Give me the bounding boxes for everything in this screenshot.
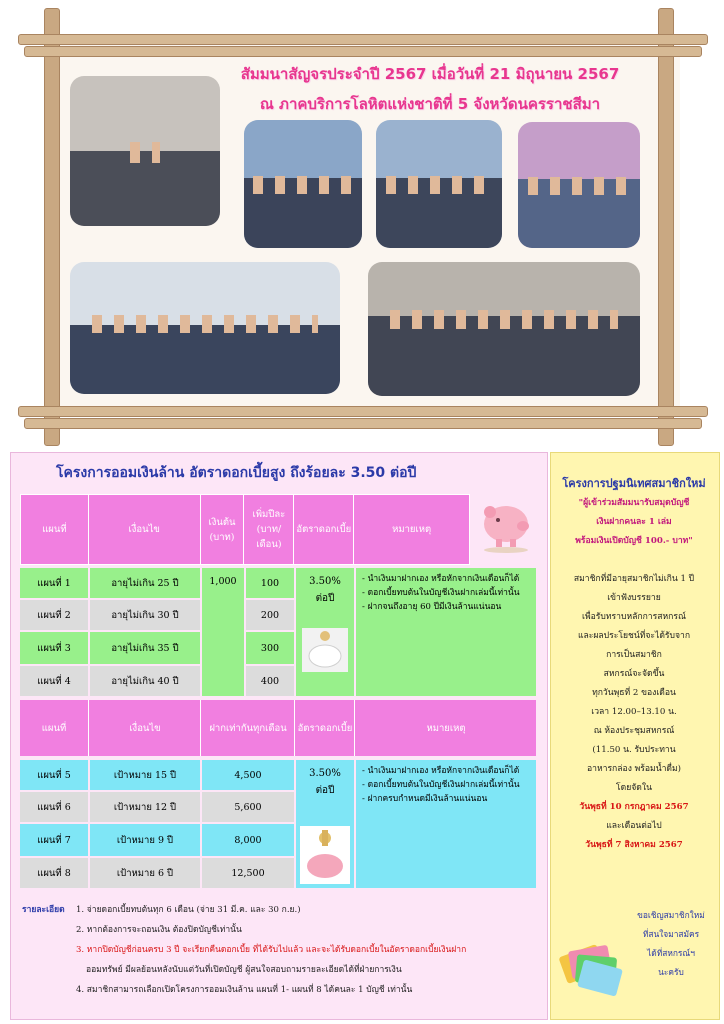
invite-line: ที่สนใจมาสมัคร [642,929,700,939]
header-rate: อัตราดอกเบี้ย [296,700,355,756]
body-line: สหกรณ์จะจัดขึ้น [603,669,665,679]
principal-cell: 1,000 [202,568,244,696]
invite-line: ขอเชิญสมาชิกใหม่ [637,910,705,920]
frame-post-right [658,8,674,446]
header-remark: หมายเหตุ [426,722,466,734]
rate-unit: ต่อปี [315,785,335,796]
details-item: 1. จ่ายดอกเบี้ยทบต้นทุก 6 เดือน (จ่าย 31 มี.ค. และ 30 ก.ย.) [76,905,301,915]
table-row-plan: แผนที่ 4 [20,666,88,696]
body-line: สมาชิกที่มีอายุสมาชิกไม่เกิน 1 ปี [573,574,695,584]
header-condition: เงื่อนไข [90,700,201,756]
body-line: (11.50 น. รับประทาน [592,745,676,755]
table-row-increase: 400 [246,666,294,696]
table-row-plan: แผนที่ 7 [20,824,88,856]
table-row-plan: แผนที่ 1 [20,568,88,598]
orientation-invite [624,906,718,982]
header-monthly: ฝากเท่ากันทุกเดือน [202,700,295,756]
header-principal: เงินต้น (บาท) [200,495,244,565]
savings-project-title: โครงการออมเงินล้าน อัตราดอกเบี้ยสูง ถึงร้อยละ 3.50 ต่อปี [56,465,417,481]
body-line: เพื่อรับทราบหลักการสหกรณ์ [582,612,686,622]
rate-value: 3.50% [309,768,341,779]
orientation-date-2: วันพุธที่ 7 สิงหาคม 2567 [585,840,683,850]
frame-rail-bottom-2 [24,418,702,429]
table-row-plan: แผนที่ 8 [20,858,88,888]
orientation-and-next: และเดือนต่อไป [606,821,662,831]
orientation-body [552,570,716,855]
body-line: เข้าฟังบรรยาย [607,593,661,603]
invite-line: นะครับ [658,967,684,977]
details-item: 2. หากต้องการจะถอนเงิน ต้องปิดบัญชีเท่านั้น [76,925,242,935]
table-1-body [20,568,536,698]
table-row-plan: แผนที่ 5 [20,760,88,790]
orientation-gift [552,494,716,551]
details-item: 4. สมาชิกสามารถเลือกเปิดโครงการออมเงินล้าน แผนที่ 1- แผนที่ 8 ได้คนละ 1 บัญชี เท่านั้น [76,985,413,995]
remark-cell [356,568,536,696]
gift-line: เงินฝากคนละ 1 เล่ม [596,517,672,527]
frame-rail-top-1 [18,34,708,45]
rate-cell [296,760,354,888]
pink-piggy-icon [300,826,350,884]
remark-line: - ฝากจนถึงอายุ 60 ปีมีเงินล้านแน่นอน [362,602,502,612]
table-row-amount: 5,600 [202,792,294,822]
bank-books-icon [556,930,628,1002]
orientation-title: โครงการปฐมนิเทศสมาชิกใหม่ [562,477,706,490]
savings-table-1 [20,494,470,565]
invite-line: ได้ที่สหกรณ์ฯ [647,948,695,958]
table-row-amount: 4,500 [202,760,294,790]
photo-award-1 [244,120,362,248]
table-row-condition: อายุไม่เกิน 25 ปี [90,568,200,598]
body-line: ณ ห้องประชุมสหกรณ์ [593,726,675,736]
piggy-bank-icon [478,494,534,554]
table-row-condition: เป้าหมาย 9 ปี [90,824,200,856]
table-row-condition: อายุไม่เกิน 35 ปี [90,632,200,664]
body-line: และผลประโยชน์ที่จะได้รับจาก [577,631,691,641]
remark-line: - นำเงินมาฝากเอง หรือหักจากเงินเดือนก็ได้ [362,766,520,776]
frame-post-left [44,8,60,446]
remark-line: - ดอกเบี้ยทบต้นในบัญชีเงินฝากเล่มนี้เท่านั้น [362,588,520,598]
header-rate: อัตราดอกเบี้ย [294,495,354,565]
photo-group-meeting [368,262,640,396]
orientation-date-1: วันพุธที่ 10 กรกฎาคม 2567 [579,802,689,812]
rate-value: 3.50% [309,576,341,587]
rate-cell [296,568,354,696]
details-item: 3. หากปิดบัญชีก่อนครบ 3 ปี จะเรียกคืนดอกเบี้ย ที่ได้รับไปแล้ว และจะได้รับดอกเบี้ยในอัตราดอกเบี้ยเงินฝาก [76,945,467,955]
body-line: การเป็นสมาชิก [606,650,662,660]
header-plan: แผนที่ [20,700,89,756]
frame-rail-top-2 [24,46,702,57]
remark-cell [356,760,536,888]
photo-speaker [70,76,220,226]
table-row-amount: 12,500 [202,858,294,888]
details-section [22,900,542,1000]
table-row-increase: 100 [246,568,294,598]
seminar-title: สัมมนาสัญจรประจำปี 2567 เมื่อวันที่ 21 มิถุนายน 2567 [240,65,620,83]
table-1-header [21,495,470,565]
table-row-condition: อายุไม่เกิน 40 ปี [90,666,200,696]
table-row-plan: แผนที่ 6 [20,792,88,822]
rate-unit: ต่อปี [315,593,335,604]
details-label: รายละเอียด [22,905,65,915]
table-row-condition: เป้าหมาย 15 ปี [90,760,200,790]
table-2-body [20,760,536,890]
table-row-increase: 300 [246,632,294,664]
details-item: ออมทรัพย์ มีผลย้อนหลังนับแต่วันที่เปิดบัญชี ผู้สนใจสอบถามรายละเอียดได้ที่ฝ่ายการเงิน [86,965,402,975]
remark-line: - นำเงินมาฝากเอง หรือหักจากเงินเดือนก็ได้ [362,574,520,584]
table-row-amount: 8,000 [202,824,294,856]
table-row-condition: อายุไม่เกิน 30 ปี [90,600,200,630]
header-remark: หมายเหตุ [354,495,470,565]
table-row-plan: แผนที่ 2 [20,600,88,630]
table-row-condition: เป้าหมาย 12 ปี [90,792,200,822]
table-row-increase: 200 [246,600,294,630]
table-2-header [20,700,536,756]
frame-rail-bottom-1 [18,406,708,417]
table-row-condition: เป้าหมาย 6 ปี [90,858,200,888]
table-row-plan: แผนที่ 3 [20,632,88,664]
remark-line: - ฝากครบกำหนดมีเงินล้านแน่นอน [362,794,488,804]
remark-line: - ดอกเบี้ยทบต้นในบัญชีเงินฝากเล่มนี้เท่านั้น [362,780,520,790]
seminar-location: ณ ภาคบริการโลหิตแห่งชาติที่ 5 จังหวัดนครราชสีมา [259,95,601,113]
header-increase: เพิ่มปีละ (บาท/เดือน) [244,495,294,565]
coin-piggy-icon [302,628,348,672]
body-line: โดยจัดใน [616,783,652,793]
body-line: อาหารกล่อง พร้อมน้ำดื่ม) [586,764,682,774]
photo-award-2 [376,120,502,248]
gift-line: พร้อมเงินเปิดบัญชี 100.- บาท" [575,536,693,546]
gift-line: "ผู้เข้าร่วมสัมมนารับสมุดบัญชี [578,498,690,508]
header-condition: เงื่อนไข [88,495,200,565]
body-line: เวลา 12.00–13.10 น. [591,707,677,717]
body-line: ทุกวันพุธที่ 2 ของเดือน [592,688,676,698]
header-plan: แผนที่ [21,495,89,565]
photo-participants [518,122,640,248]
photo-group-standing [70,262,340,394]
